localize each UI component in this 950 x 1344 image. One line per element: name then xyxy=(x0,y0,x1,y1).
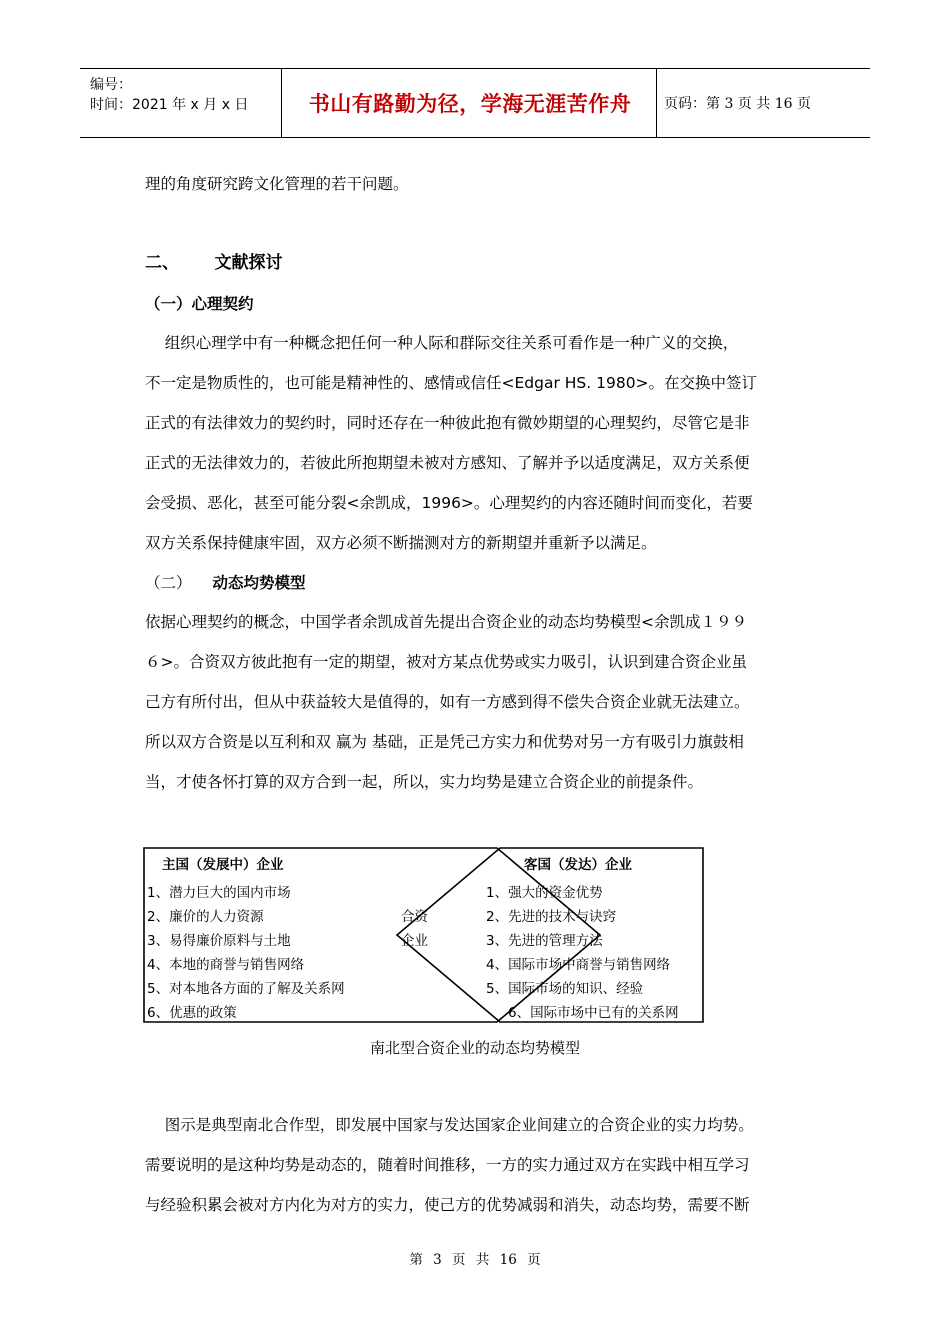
page-header xyxy=(80,68,870,138)
date-label: 时间：2021 年 x 月 x 日 xyxy=(90,97,249,113)
left-company-title: 主国（发展中）企业 xyxy=(162,857,284,873)
left-item: 2、廉价的人力资源 xyxy=(147,909,264,925)
joint-venture-label: 合资 xyxy=(401,909,428,925)
right-item: 3、先进的管理方法 xyxy=(486,933,603,949)
right-item: 1、强大的资金优势 xyxy=(486,885,603,901)
subsection-heading: （一）心理契约 xyxy=(145,295,254,313)
subsection-heading xyxy=(145,573,305,593)
header-divider xyxy=(281,69,282,137)
joint-venture-label: 企业 xyxy=(401,933,428,949)
header-page-code: 页码：第 3 页 共 16 页 xyxy=(664,96,811,112)
right-item: 4、国际市场中商誉与销售网络 xyxy=(486,957,671,973)
text-line: 双方关系保持健康牢固，双方必须不断揣测对方的新期望并重新予以满足。 xyxy=(145,534,657,552)
header-divider xyxy=(656,69,657,137)
text-line: 当，才使各怀打算的双方合到一起，所以，实力均势是建立合资企业的前提条件。 xyxy=(145,773,704,791)
header-motto: 书山有路勤为径，学海无涯苦作舟 xyxy=(308,92,632,116)
right-item: 2、先进的技术与诀窍 xyxy=(486,909,617,925)
right-item: 6、国际市场中已有的关系网 xyxy=(508,1005,679,1021)
left-item: 4、本地的商誉与销售网络 xyxy=(147,957,305,973)
diagram-caption: 南北型合资企业的动态均势模型 xyxy=(369,1039,580,1057)
text-line: 图示是典型南北合作型，即发展中国家与发达国家企业间建立的合资企业的实力均势。 xyxy=(145,1116,754,1134)
number-label: 编号： xyxy=(90,77,132,93)
text-line: 需要说明的是这种均势是动态的，随着时间推移，一方的实力通过双方在实践中相互学习 xyxy=(145,1156,750,1174)
text-line: 会受损、恶化，甚至可能分裂<余凯成，1996>。心理契约的内容还随时间而变化，若要 xyxy=(145,494,753,512)
text-line: 不一定是物质性的，也可能是精神性的、感情或信任<Edgar HS. 1980>。在交换中签订 xyxy=(145,374,758,392)
subsection-number: （二） xyxy=(145,574,192,592)
text-line: ６>。合资双方彼此抱有一定的期望，被对方某点优势或实力吸引，认识到建合资企业虽 xyxy=(145,653,747,671)
text-line: 所以双方合资是以互利和双 赢为 基础，正是凭己方实力和优势对另一方有吸引力旗鼓相 xyxy=(145,733,744,751)
page-footer: 第 3 页 共 16 页 xyxy=(409,1252,541,1268)
intro-line: 理的角度研究跨文化管理的若干问题。 xyxy=(145,175,409,193)
left-item: 1、潜力巨大的国内市场 xyxy=(147,885,291,901)
right-company-title: 客国（发达）企业 xyxy=(524,857,632,873)
left-item: 5、对本地各方面的了解及关系网 xyxy=(147,981,345,997)
header-meta xyxy=(90,75,248,115)
text-line: 正式的无法律效力的，若彼此所抱期望未被对方感知、了解并予以适度满足，双方关系便 xyxy=(145,454,750,472)
text-line: 己方有所付出，但从中获益较大是值得的，如有一方感到得不偿失合资企业就无法建立。 xyxy=(145,693,750,711)
text-line: 正式的有法律效力的契约时，同时还存在一种彼此抱有微妙期望的心理契约，尽管它是非 xyxy=(145,414,750,432)
text-line: 组织心理学中有一种概念把任何一种人际和群际交往关系可看作是一种广义的交换， xyxy=(145,334,739,352)
left-item: 6、优惠的政策 xyxy=(147,1005,237,1021)
left-item: 3、易得廉价原料与土地 xyxy=(147,933,291,949)
text-line: 与经验积累会被对方内化为对方的实力，使己方的优势减弱和消失，动态均势，需要不断 xyxy=(145,1196,750,1214)
text-line: 依据心理契约的概念，中国学者余凯成首先提出合资企业的动态均势模型<余凯成１９９ xyxy=(145,613,747,631)
right-item: 5、国际市场的知识、经验 xyxy=(486,981,644,997)
section-heading: 二、 文献探讨 xyxy=(145,253,283,273)
subsection-title: 动态均势模型 xyxy=(212,574,306,592)
